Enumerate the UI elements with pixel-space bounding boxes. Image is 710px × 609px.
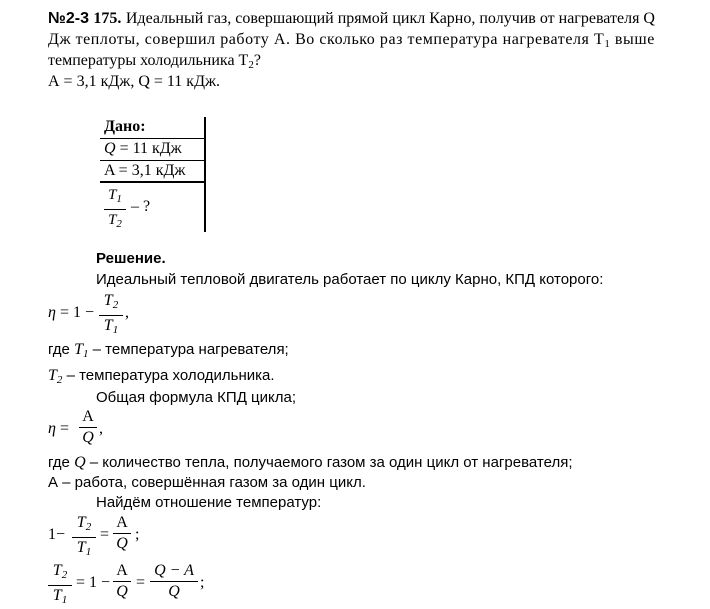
- given-a: A = 3,1 кДж: [104, 162, 186, 179]
- equation-4-fraction-qa: Q − A Q: [150, 562, 198, 601]
- given-title: Дано:: [104, 118, 146, 135]
- equation-1-fraction: $T_2$ $T_1$: [99, 292, 123, 339]
- problem-line-2: Дж теплоты, совершил работу А. Во сколько раз температура нагревателя $T_1$ выше: [48, 31, 655, 50]
- problem-number: №2-3: [48, 10, 89, 27]
- equation-3-fraction-aq: А Q: [113, 514, 131, 553]
- where-t2: $T_2$ – температура холодильника.: [48, 367, 275, 386]
- equation-2-lhs: η =: [48, 420, 69, 437]
- equation-1-lhs: η = 1 −: [48, 304, 94, 321]
- problem-line-1: №2-3 175. Идеальный газ, совершающий прямой цикл Карно, получив от нагревателя Q: [48, 10, 655, 27]
- find-ratio-label: Найдём отношение температур:: [96, 494, 322, 511]
- given-divider-3: [100, 181, 205, 183]
- general-formula-label: Общая формула КПД цикла;: [96, 389, 296, 406]
- equation-4-fraction-t: $T_2$ $T_1$: [48, 562, 72, 609]
- problem-line-3: температуры холодильника $T_2$?: [48, 52, 261, 71]
- equation-4-middle: = 1 −: [76, 574, 111, 591]
- given-divider-2: [100, 160, 205, 161]
- equation-2-comma: ,: [99, 420, 103, 437]
- where-q: где Q – количество тепла, получаемого газом за один цикл от нагревателя;: [48, 454, 573, 471]
- task-number: 175.: [93, 10, 122, 27]
- equation-3-fraction-t: $T_2$ $T_1$: [72, 514, 96, 561]
- given-divider-1: [100, 138, 205, 139]
- equation-3-semicolon: ;: [135, 526, 140, 543]
- equation-1-comma: ,: [125, 304, 129, 321]
- equation-2-fraction: А Q: [79, 408, 97, 447]
- solution-intro: Идеальный тепловой двигатель работает по циклу Карно, КПД которого:: [96, 271, 604, 288]
- given-q: Q = 11 кДж: [104, 140, 182, 157]
- given-find-question: – ?: [131, 198, 151, 215]
- equation-4-fraction-aq: А Q: [113, 562, 131, 601]
- problem-given-values: А = 3,1 кДж, Q = 11 кДж.: [48, 73, 221, 90]
- equation-4-equals: =: [136, 574, 146, 591]
- equation-3-lhs: 1−: [48, 526, 66, 543]
- equation-4-semicolon: ;: [200, 574, 205, 591]
- equation-3-equals: =: [100, 526, 110, 543]
- given-find-fraction: $T_1$ $T_2$: [104, 186, 126, 233]
- where-a: А – работа, совершённая газом за один цикл.: [48, 474, 366, 491]
- where-t1: где $T_1$ – температура нагревателя;: [48, 341, 289, 360]
- solution-title: Решение.: [96, 250, 166, 267]
- given-vertical-line: [204, 117, 206, 232]
